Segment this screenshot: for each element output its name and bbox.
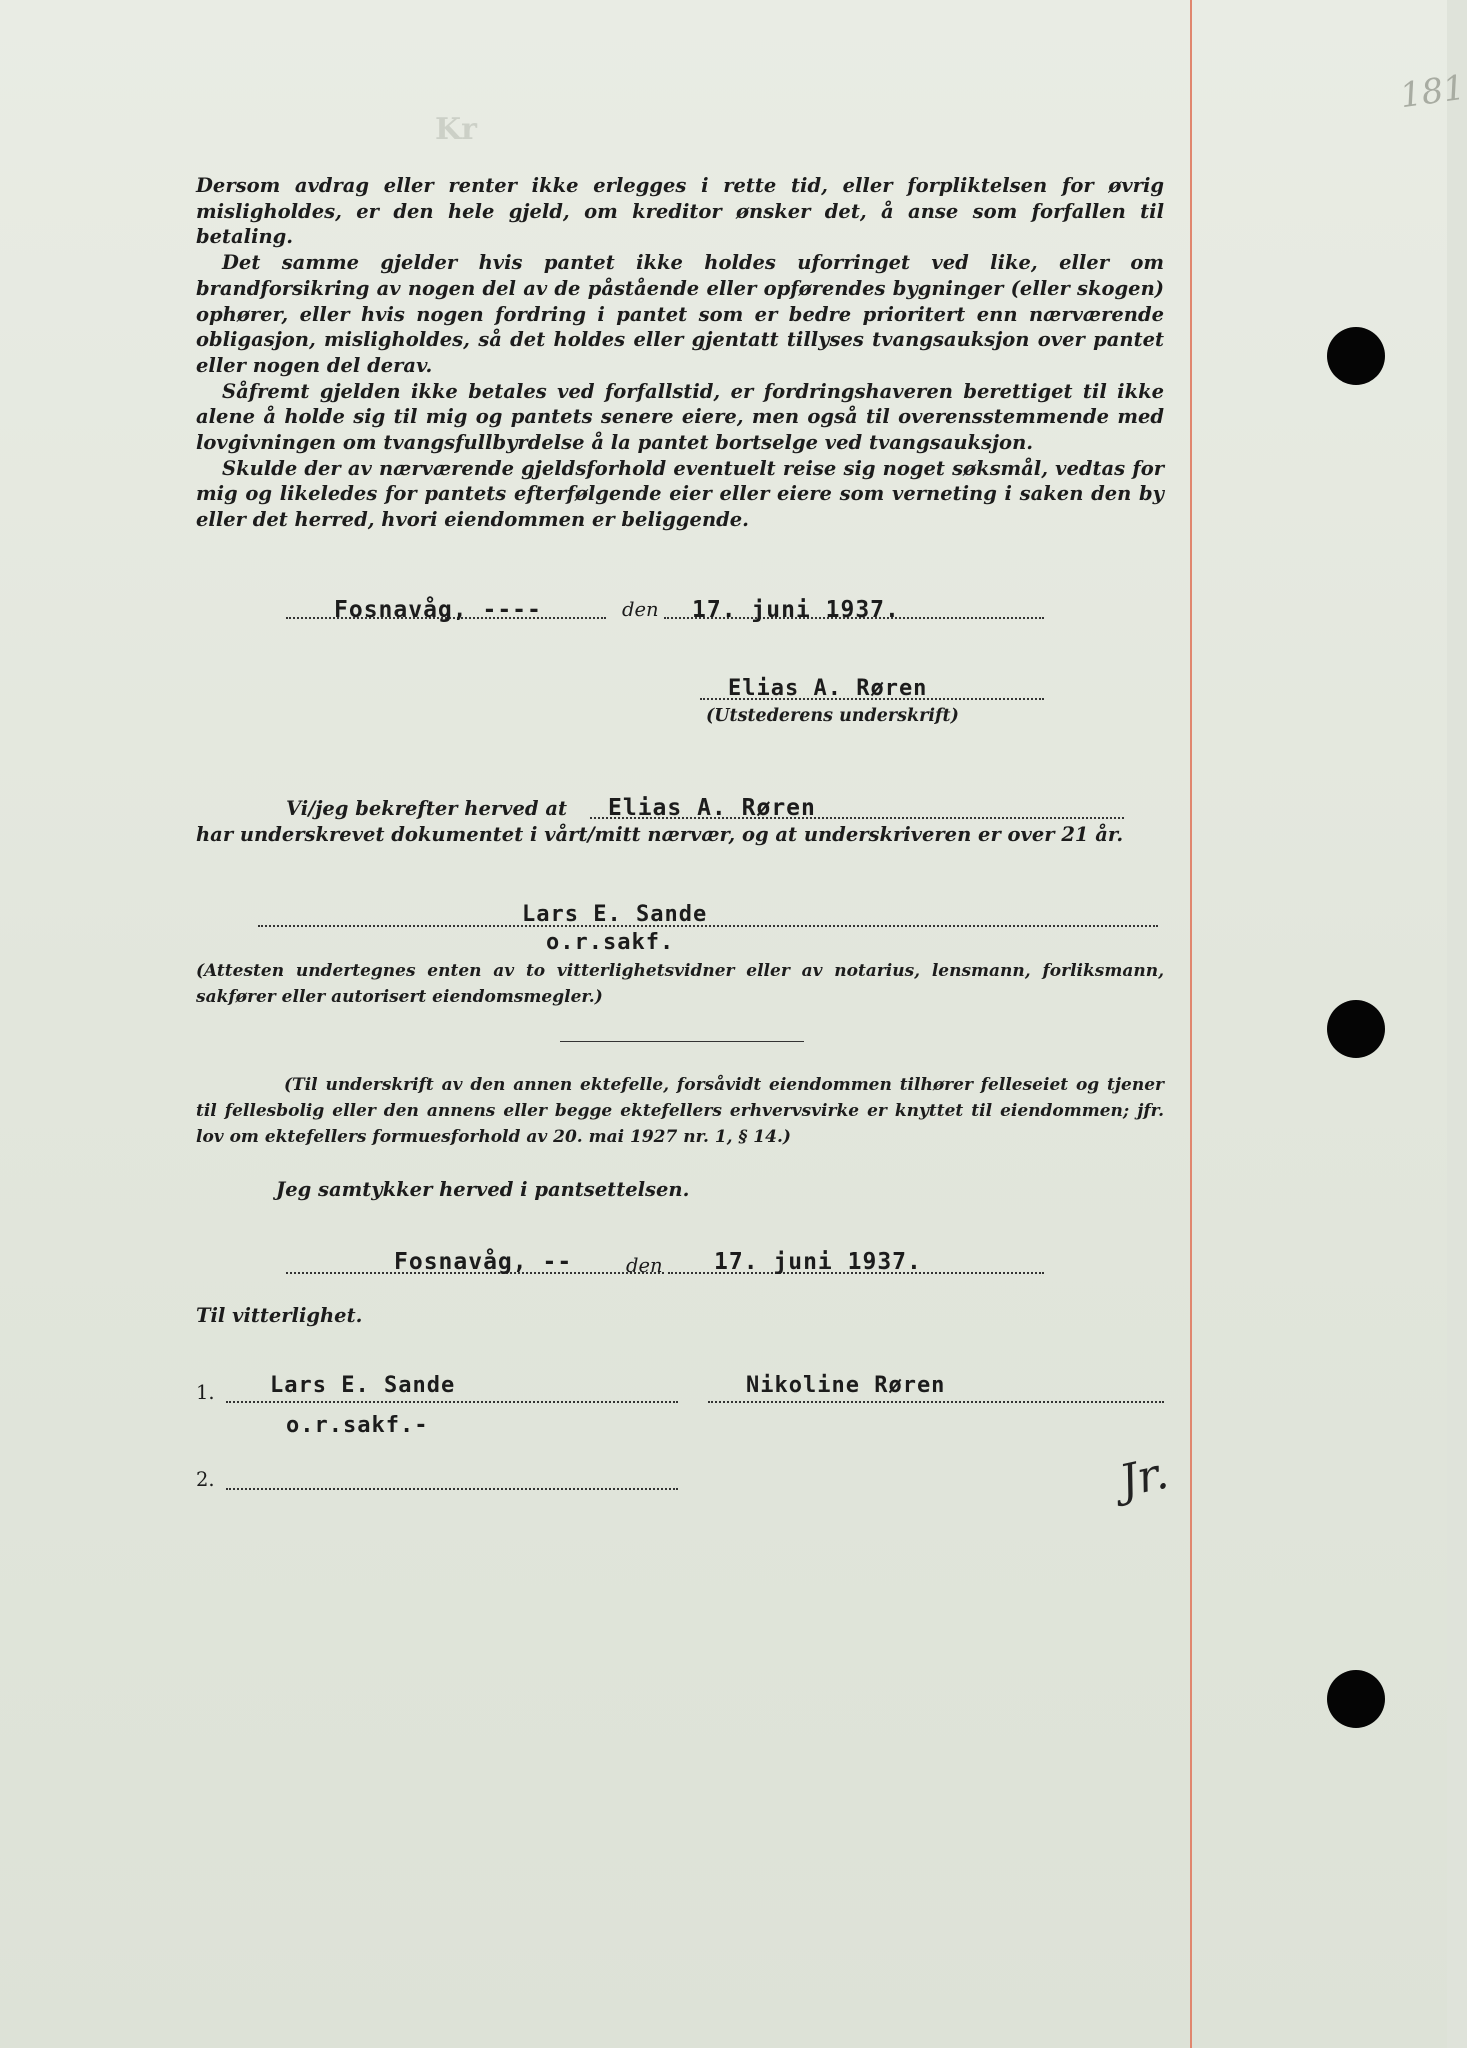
attested-name: Elias A. Røren (608, 795, 816, 821)
witness-2-dotted-line (226, 1488, 678, 1490)
spouse-den-label: den (626, 1254, 663, 1277)
witness-label: Til vitterlighet. (196, 1304, 363, 1327)
attestation-prefix: Vi/jeg bekrefter herved at (286, 797, 567, 820)
signature-caption: (Utstederens underskrift) (706, 706, 959, 726)
terms-paragraph-1: Dersom avdrag eller renter ikke erlegges i rette tid, eller forpliktelsen for øvrig misligholdes, er den hele gjeld, om kreditor ønsker det, å anse som forfallen til betaling. (196, 174, 1164, 249)
witness-title: o.r.sakf. (546, 930, 675, 955)
punch-hole (1327, 327, 1385, 385)
witness-1-dotted-line (226, 1401, 678, 1403)
consent-text: Jeg samtykker herved i pantsettelsen. (276, 1178, 690, 1201)
signer-dotted-line (708, 1401, 1164, 1403)
punch-hole (1327, 1670, 1385, 1728)
handwritten-initials: Jr. (1115, 1447, 1173, 1508)
witness-signature: Lars E. Sande (522, 902, 708, 927)
issuer-place: Fosnavåg, ---- (334, 597, 542, 623)
attestation-note: (Attesten undertegnes enten av to vitterlighetsvidner eller av notarius, lensmann, forliksmann, sakfører eller autorisert eiendomsmegler.) (196, 961, 1164, 1007)
den-label: den (622, 598, 659, 621)
terms-paragraph-4: Skulde der av nærværende gjeldsforhold eventuelt reise sig noget søksmål, vedtas for mig og likeledes for pantets efterfølgende eier eller eiere som verneting i saken den by eller det herred, hvori eiendommen er beliggende. (196, 456, 1164, 532)
witness-2-number: 2. (196, 1468, 215, 1491)
red-margin-line (1190, 0, 1192, 2048)
issuer-signature: Elias A. Røren (728, 676, 928, 701)
issuer-date: 17. juni 1937. (692, 597, 900, 623)
spouse-signature: Nikoline Røren (746, 1373, 946, 1398)
spouse-date: 17. juni 1937. (714, 1249, 922, 1275)
attestation-statement: har underskrevet dokumentet i vårt/mitt nærvær, og at underskriveren er over 21 år. (196, 823, 1124, 846)
witness-1-name: Lars E. Sande (270, 1373, 456, 1398)
witness-1-number: 1. (196, 1381, 215, 1404)
terms-paragraph-2: Det samme gjelder hvis pantet ikke holdes uforringet ved like, eller om brandforsikring av nogen del av de påstående eller opførendes bygninger (eller skogen) ophører, eller hvis nogen fordring i pantet som er bedre prioritert enn nærværende obligasjon, misligholdes, så det holdes eller gjentatt tillyses tvangsauksjon over pantet eller nogen del derav. (196, 251, 1164, 377)
spouse-note: (Til underskrift av den annen ektefelle, forsåvidt eiendommen tilhører felleseiet og tjener til fellesbolig eller den annens eller begge ektefellers erhvervsvirke er knyttet til eiendommen; jfr. lov om ektefellers formuesforhold av 20. mai 1927 nr. 1, § 14.) (196, 1075, 1164, 1147)
terms-text (196, 173, 1164, 533)
faint-header-letters: Kr (435, 112, 477, 147)
page-number: 181 (1397, 67, 1467, 117)
section-divider (560, 1041, 804, 1042)
signature-dotted-line (700, 698, 1044, 700)
spouse-place: Fosnavåg, -- (394, 1249, 573, 1275)
punch-hole (1327, 1000, 1385, 1058)
witness-dotted-line (258, 925, 1158, 927)
terms-paragraph-3: Såfremt gjelden ikke betales ved forfallstid, er fordringshaveren berettiget til ikke alene å holde sig til mig og pantets senere eiere, men også til overensstemmende med lovgivningen om tvangsfullbyrdelse å la pantet bortselge ved tvangsauksjon. (196, 379, 1164, 455)
witness-1-title: o.r.sakf.- (286, 1413, 429, 1438)
